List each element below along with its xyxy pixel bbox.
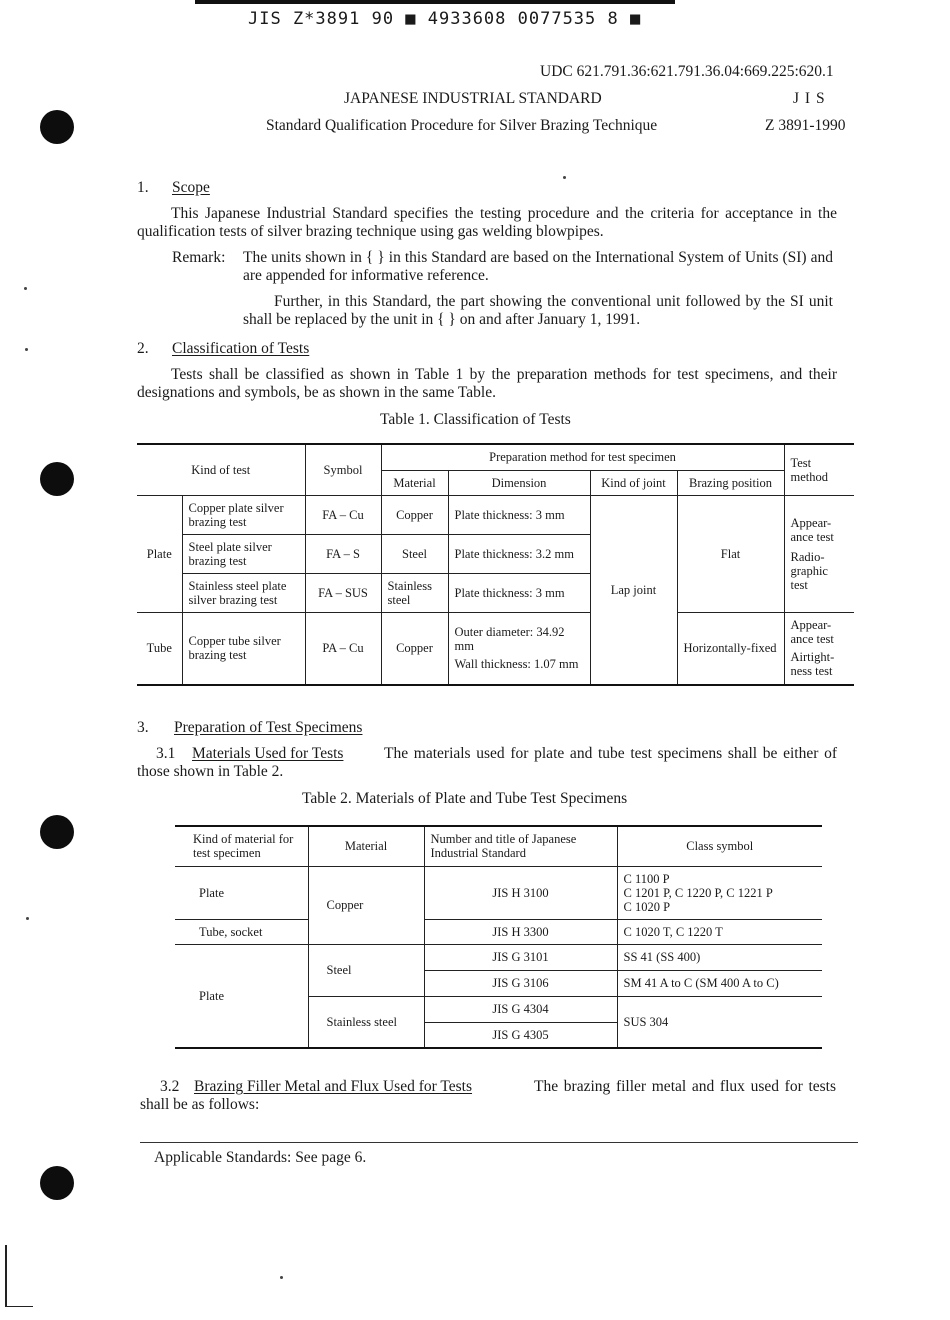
cell: Copper tube silver brazing test (182, 612, 305, 685)
cell: JIS G 4304 (424, 996, 617, 1022)
cell-line: Outer diameter: 34.92 mm (454, 625, 565, 654)
cell-line: C 1201 P, C 1220 P, C 1221 P (623, 885, 773, 900)
standard-number: Z 3891-1990 (765, 117, 846, 134)
section-title: Preparation of Test Specimens (174, 719, 363, 736)
col-header: Kind of test (137, 444, 305, 495)
section-title: Scope (172, 179, 210, 196)
cell: Steel plate silver brazing test (182, 534, 305, 573)
cell: JIS G 3101 (424, 944, 617, 970)
materials-table (175, 825, 822, 1049)
cell: Lap joint (590, 495, 677, 685)
cell: JIS H 3100 (424, 866, 617, 919)
cell-line: Wall thickness: 1.07 mm (454, 657, 579, 672)
cell (448, 612, 590, 685)
scan-edge-mark (5, 1245, 7, 1307)
cell: Plate thickness: 3 mm (448, 573, 590, 612)
table-row (175, 944, 822, 970)
table-row (175, 866, 822, 919)
cell: Plate thickness: 3 mm (448, 495, 590, 534)
subsection-title: Brazing Filler Metal and Flux Used for Tests (194, 1078, 473, 1095)
subsection-number: 3.1 (156, 745, 176, 762)
scan-fleck (25, 348, 28, 351)
organization: JAPANESE INDUSTRIAL STANDARD (344, 90, 602, 107)
table-row (175, 919, 822, 944)
section-number: 1. (137, 179, 149, 196)
cell: Plate (175, 866, 308, 919)
cell (617, 866, 822, 919)
filler-metal-paragraph: The brazing filler metal and flux used for tests shall be as follows: (140, 1078, 836, 1113)
col-header: Symbol (305, 444, 381, 495)
cell: PA – Cu (305, 612, 381, 685)
cell: Stainless steel (308, 996, 424, 1048)
cell: FA – S (305, 534, 381, 573)
cell: Plate thickness: 3.2 mm (448, 534, 590, 573)
cell: Copper (308, 866, 424, 944)
cell: JIS H 3300 (424, 919, 617, 944)
scan-fleck (24, 287, 27, 290)
cell: SUS 304 (617, 996, 822, 1048)
cell: Stainless steel plate silver brazing test (182, 573, 305, 612)
catalog-code: JIS Z*3891 90 ■ 4933608 0077535 8 ■ (248, 9, 642, 29)
scan-edge-mark (5, 1306, 33, 1307)
footnote: Applicable Standards: See page 6. (154, 1149, 367, 1166)
col-header: Test method (784, 444, 854, 495)
remark-text: Further, in this Standard, the part showing the conventional unit followed by the SI unit shall be replaced by the unit in { } on and after January 1, 1991. (243, 293, 833, 328)
classification-table (137, 443, 854, 686)
cell-line: Radio-graphic test (790, 549, 828, 592)
scan-top-rule (195, 0, 675, 4)
scope-paragraph: This Japanese Industrial Standard specifies the testing procedure and the criteria for acceptance in the qualification tests of silver brazing technique using gas welding blowpipes. (137, 205, 837, 240)
cell: C 1020 T, C 1220 T (617, 919, 822, 944)
col-header: Kind of material for test specimen (175, 826, 308, 866)
col-header: Class symbol (617, 826, 822, 866)
col-header: Number and title of Japanese Industrial Standard (424, 826, 617, 866)
cell: Plate (175, 944, 308, 1048)
document-title: Standard Qualification Procedure for Silver Brazing Technique (266, 117, 658, 134)
col-header: Kind of joint (590, 470, 677, 495)
cell: JIS G 4305 (424, 1022, 617, 1048)
classification-paragraph: Tests shall be classified as shown in Table 1 by the preparation methods for test specimens, and their designations and symbols, be as shown in the same Table. (137, 366, 837, 401)
table-caption: Table 2. Materials of Plate and Tube Test Specimens (302, 790, 628, 807)
cell-line: C 1020 P (623, 899, 671, 914)
cell (784, 612, 854, 685)
cell: SM 41 A to C (SM 400 A to C) (617, 970, 822, 996)
cell (784, 495, 854, 612)
footnote-rule (140, 1142, 858, 1143)
col-header: Material (308, 826, 424, 866)
cell: JIS G 3106 (424, 970, 617, 996)
punch-hole (40, 815, 74, 849)
punch-hole (40, 110, 74, 144)
section-number: 3. (137, 719, 149, 736)
col-header: Preparation method for test specimen (381, 444, 784, 470)
section-number: 2. (137, 340, 149, 357)
cell-line: C 1100 P (623, 871, 670, 886)
table-caption: Table 1. Classification of Tests (380, 411, 571, 428)
table-row (137, 495, 854, 534)
table-row (137, 612, 854, 685)
cell: Tube, socket (175, 919, 308, 944)
punch-hole (40, 1166, 74, 1200)
cell: Copper plate silver brazing test (182, 495, 305, 534)
udc-code: UDC 621.791.36:621.791.36.04:669.225:620.1 (540, 63, 834, 80)
cell: FA – SUS (305, 573, 381, 612)
cell: SS 41 (SS 400) (617, 944, 822, 970)
scan-fleck (26, 917, 29, 920)
subsection-title: Materials Used for Tests (192, 745, 344, 762)
cell: Steel (381, 534, 448, 573)
cell: Flat (677, 495, 784, 612)
jis-mark: J I S (793, 90, 826, 107)
remark-text: The units shown in { } in this Standard are based on the International System of Units (SI) and are appended for informative reference. (243, 249, 833, 284)
cell-line: Appear-ance test (790, 515, 834, 544)
row-group-label: Tube (137, 612, 182, 685)
remark-label: Remark: (172, 249, 226, 266)
row-group-label: Plate (137, 495, 182, 612)
cell: Copper (381, 495, 448, 534)
scan-fleck (280, 1276, 283, 1279)
col-header: Material (381, 470, 448, 495)
cell-line: Appear-ance test (790, 618, 834, 647)
cell: Horizontally-fixed (677, 612, 784, 685)
cell: Copper (381, 612, 448, 685)
col-header: Brazing position (677, 470, 784, 495)
col-header: Dimension (448, 470, 590, 495)
cell: Stainless steel (381, 573, 448, 612)
scan-fleck (563, 176, 566, 179)
cell-line: Airtight-ness test (790, 650, 835, 679)
materials-paragraph: The materials used for plate and tube test specimens shall be either of those shown in Table 2. (137, 745, 837, 780)
subsection-number: 3.2 (160, 1078, 180, 1095)
section-title: Classification of Tests (172, 340, 310, 357)
punch-hole (40, 462, 74, 496)
cell: FA – Cu (305, 495, 381, 534)
cell: Steel (308, 944, 424, 996)
